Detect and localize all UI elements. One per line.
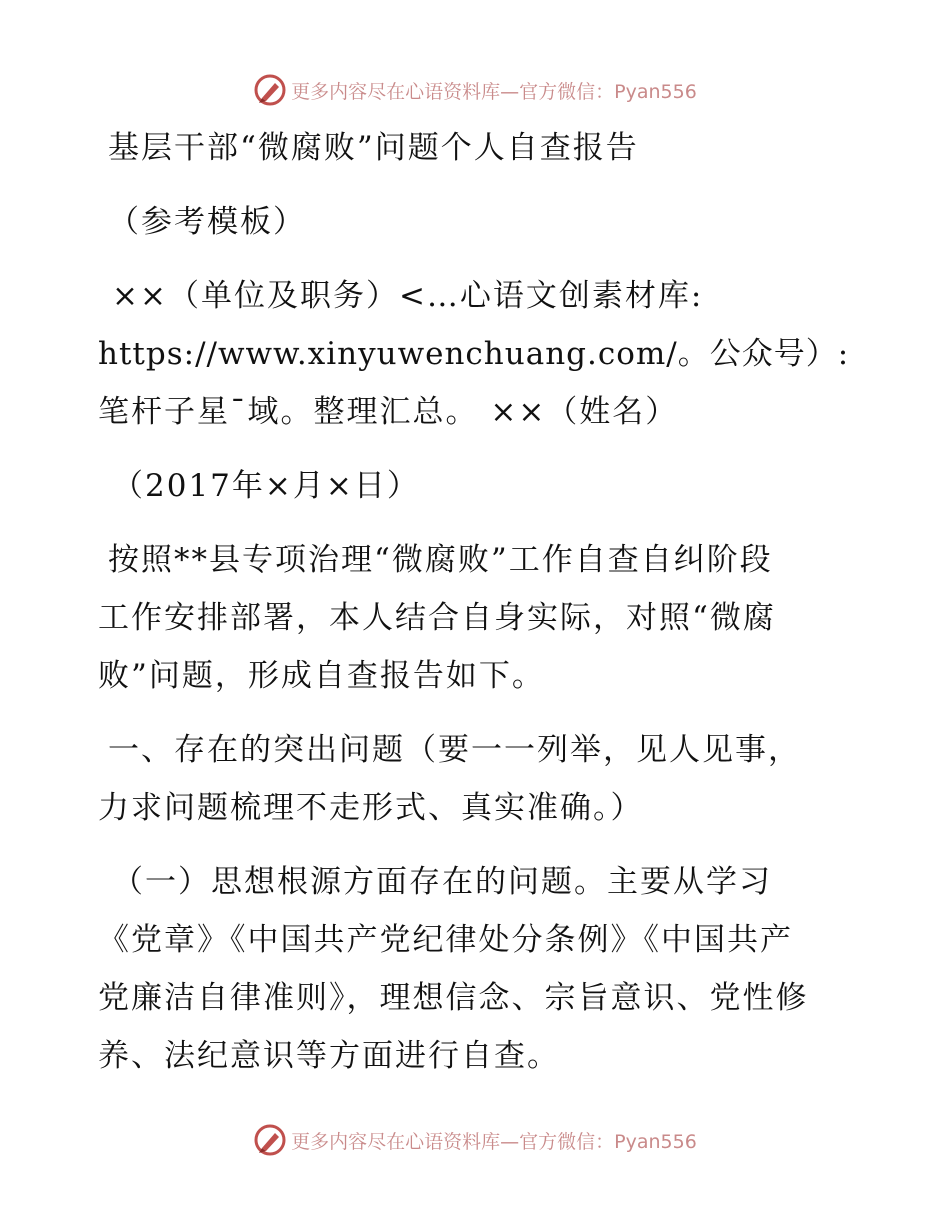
subsection-1-line-1: （一）思想根源方面存在的问题。主要从学习 [112, 864, 772, 900]
intro-line-2: 工作安排部署，本人结合自身实际，对照“微腐 [98, 600, 776, 636]
section-1-line-1: 一、存在的突出问题（要一一列举，见人见事， [108, 732, 801, 768]
intro-line-3: 败”问题，形成自查报告如下。 [98, 658, 545, 694]
document-title: 基层干部“微腐败”问题个人自查报告 [108, 130, 639, 166]
header-banner [0, 70, 950, 110]
author-line-3: 笔杆子星¯域。整理汇总。 ××（姓名） [98, 394, 679, 430]
author-line-1: ××（单位及职务）<…心语文创素材库: [112, 278, 704, 314]
footer-banner [0, 1120, 950, 1160]
subsection-1-line-3: 党廉洁自律准则》，理想信念、宗旨意识、党性修 [98, 980, 809, 1016]
pen-logo-icon [253, 1123, 287, 1157]
section-1-line-2: 力求问题梳理不走形式、真实准确。） [98, 790, 644, 826]
document-date: （2017年×月×日） [112, 468, 420, 504]
intro-line-1: 按照**县专项治理“微腐败”工作自查自纠阶段 [108, 542, 773, 578]
pen-logo-icon [253, 73, 287, 107]
document-subtitle: （参考模板） [108, 204, 306, 240]
subsection-1-line-2: 《党章》《中国共产党纪律处分条例》《中国共产 [98, 922, 793, 958]
banner-text: 更多内容尽在心语资料库—官方微信：Pyan556 [291, 80, 697, 103]
author-line-2: https://www.xinyuwenchuang.com/。公众号）: [98, 336, 850, 372]
banner-text: 更多内容尽在心语资料库—官方微信：Pyan556 [291, 1130, 697, 1153]
subsection-1-line-4: 养、法纪意识等方面进行自查。 [98, 1038, 560, 1074]
